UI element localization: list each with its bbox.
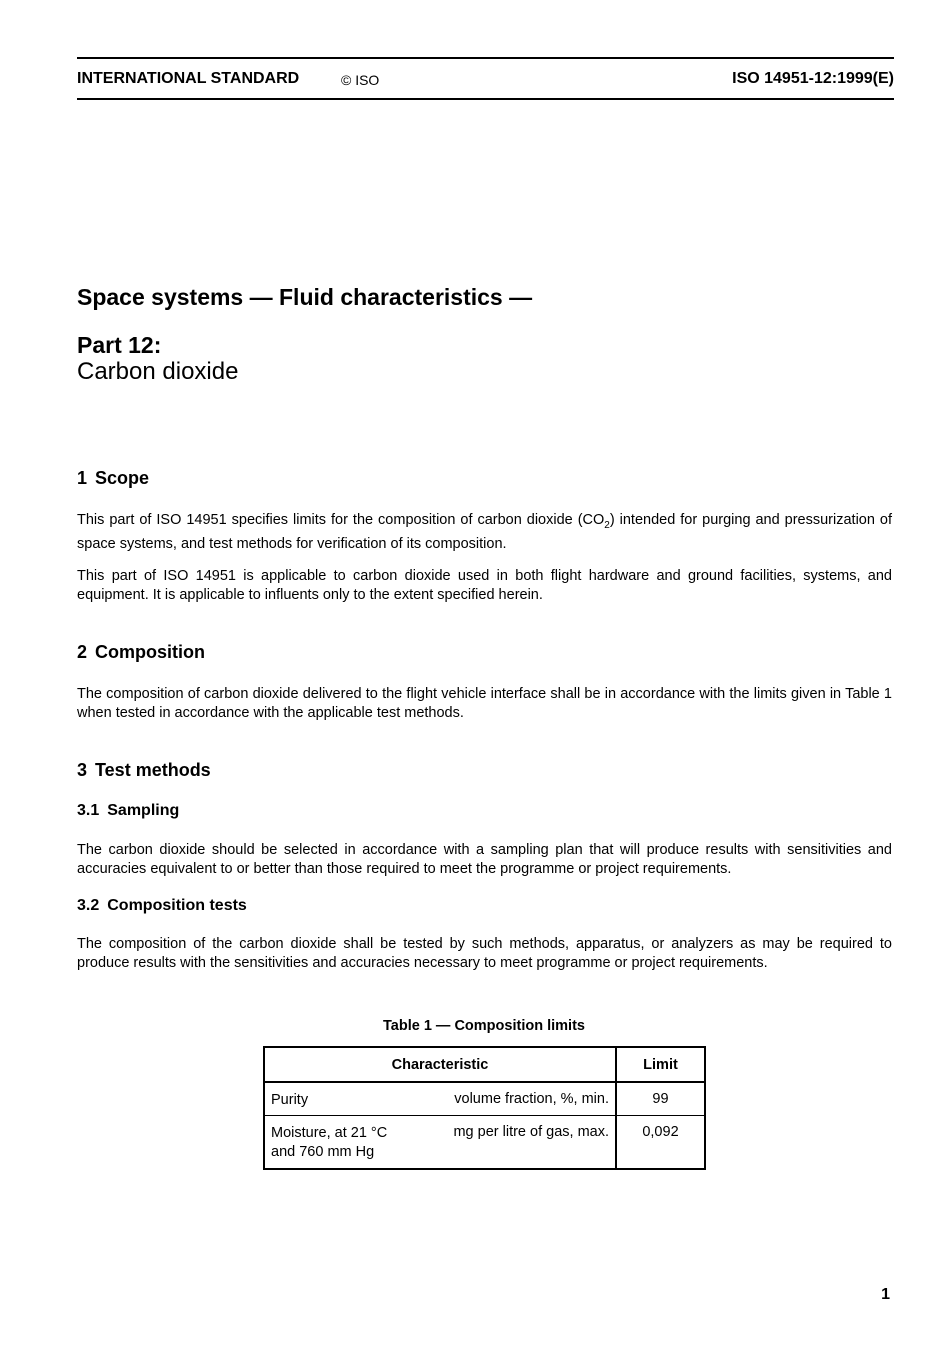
subsection-composition-tests-heading — [77, 897, 247, 915]
cell-limit — [616, 1116, 705, 1170]
name-line-1: Purity — [271, 1092, 309, 1108]
table-row — [264, 1082, 705, 1116]
cell-characteristic — [264, 1082, 616, 1116]
composition-tests-paragraph: The composition of the carbon dioxide shall be tested by such methods, apparatus, or analyzers as may be required to produce results with the sensitivities and accuracies necessary to meet programme or project requirements. — [77, 936, 892, 971]
section-scope-heading — [77, 468, 149, 489]
section-number: 3 — [77, 760, 88, 780]
name-line-1: Moisture, at 21 °C — [271, 1125, 388, 1141]
document-title: Space systems — Fluid characteristics — — [77, 284, 533, 310]
sampling-paragraph: The carbon dioxide should be selected in accordance with a sampling plan that will produce results with sensitivities and accuracies equivalent to or better than those required to meet the programme or project requirements. — [77, 842, 892, 877]
table-row — [264, 1116, 705, 1170]
scope-paragraph-2: This part of ISO 14951 is applicable to carbon dioxide used in both flight hardware and ground facilities, systems, and equipment. It is applicable to influents only to the extent specified herein. — [77, 568, 892, 603]
scope-p1-text: This part of ISO 14951 specifies limits for the composition of carbon dioxide (CO — [77, 512, 605, 528]
section-number: 2 — [77, 642, 88, 662]
scope-paragraph-1 — [77, 511, 892, 554]
subsection-number: 3.2 — [77, 897, 100, 914]
cell-characteristic — [264, 1116, 616, 1170]
subsection-title: Composition tests — [107, 897, 247, 914]
section-composition-heading — [77, 642, 205, 663]
characteristic-unit: mg per litre of gas, max. — [453, 1124, 609, 1140]
page-header — [77, 57, 894, 100]
subsection-title: Sampling — [107, 802, 180, 819]
limit-value: 0,092 — [642, 1124, 679, 1140]
characteristic-name — [271, 1091, 308, 1110]
document-part: Part 12: — [77, 332, 162, 358]
header-characteristic: Characteristic — [264, 1047, 616, 1082]
characteristic-name — [271, 1124, 387, 1162]
composition-limits-table — [263, 1046, 706, 1170]
section-title: Scope — [95, 468, 150, 488]
section-title: Test methods — [95, 760, 211, 780]
section-number: 1 — [77, 468, 88, 488]
limit-value: 99 — [652, 1091, 669, 1107]
header-limit: Limit — [616, 1047, 705, 1082]
section-test-methods-heading — [77, 760, 211, 781]
scope-p1-text-cont: ) intended for purging and pressurization of space systems, and test methods for verification of its composition. — [77, 512, 892, 552]
header-copyright: © ISO — [341, 72, 380, 88]
characteristic-unit: volume fraction, %, min. — [454, 1091, 609, 1107]
header-standard-label: INTERNATIONAL STANDARD — [77, 70, 300, 87]
subsection-sampling-heading — [77, 802, 179, 820]
co2-subscript: 2 — [604, 519, 610, 531]
table-caption: Table 1 — Composition limits — [383, 1018, 585, 1034]
table-header-row — [264, 1047, 705, 1082]
name-line-2: and 760 mm Hg — [271, 1144, 375, 1160]
document-subtitle: Carbon dioxide — [77, 358, 239, 385]
page-number: 1 — [881, 1286, 890, 1303]
subsection-number: 3.1 — [77, 802, 100, 819]
cell-limit — [616, 1082, 705, 1116]
composition-paragraph: The composition of carbon dioxide delivered to the flight vehicle interface shall be in accordance with the limits given in Table 1 when tested in accordance with the applicable test methods. — [77, 686, 892, 721]
section-title: Composition — [95, 642, 206, 662]
header-document-id: ISO 14951-12:1999(E) — [732, 70, 894, 87]
